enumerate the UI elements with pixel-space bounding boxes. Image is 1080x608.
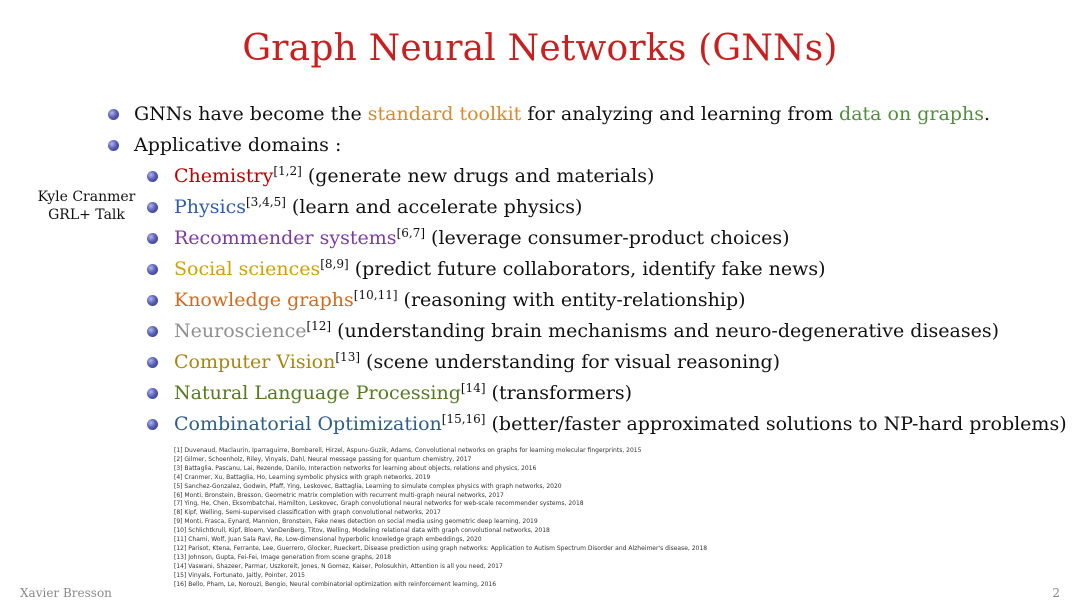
reference-item: [14] Vaswani, Shazeer, Parmar, Uszkoreit, Jones, N Gomez, Kaiser, Polosukhin, Attention is all you need, 2017 xyxy=(174,562,503,570)
domain-desc: (transformers) xyxy=(485,382,633,404)
bullet-icon xyxy=(147,264,158,275)
domain-label: Computer Vision xyxy=(174,351,336,373)
domain-desc: (predict future collaborators, identify fake news) xyxy=(348,258,826,280)
domain-refs: [10,11] xyxy=(353,288,398,302)
reference-item: [11] Chami, Wolf, Juan Sala Ravi, Re, Low-dimensional hyperbolic knowledge graph embeddings, 2020 xyxy=(174,536,482,544)
bullet-icon xyxy=(108,109,119,120)
reference-item: [6] Monti, Bronstein, Bresson, Geometric matrix completion with recurrent multi-graph neural networks, 2017 xyxy=(174,491,504,499)
domain-desc: (reasoning with entity-relationship) xyxy=(397,289,746,311)
bullet-text: . xyxy=(983,103,991,125)
domain-label: Natural Language Processing xyxy=(174,382,461,404)
bullet-text: GNNs have become the xyxy=(134,103,368,125)
side-note-talk: GRL+ Talk xyxy=(48,207,125,223)
domain-desc: (leverage consumer-product choices) xyxy=(425,227,790,249)
reference-item: [13] Johnson, Gupta, Fei-Fei, Image generation from scene graphs, 2018 xyxy=(174,553,392,561)
reference-item: [1] Duvenaud, Maclaurin, Iparraguirre, Bombarell, Hirzel, Aspuru-Guzik, Adams, Convolutional networks on graphs for learning molecular fingerprints, 2015 xyxy=(174,447,642,454)
domain-refs: [6,7] xyxy=(396,226,426,240)
reference-item: [9] Monti, Frasca, Eynard, Mannion, Bronstein, Fake news detection on social media using geometric deep learning, 2019 xyxy=(174,518,538,526)
highlight-data-on-graphs: data on graphs xyxy=(839,103,984,125)
domain-item-combinatorial-optimization xyxy=(174,412,1067,436)
domain-item-computer-vision xyxy=(174,350,780,374)
side-note-speaker: Kyle Cranmer xyxy=(37,189,136,205)
domain-item-knowledge-graphs xyxy=(174,288,746,312)
domain-refs: [14] xyxy=(460,381,486,395)
bullet-icon xyxy=(147,295,158,306)
domain-item-neuroscience xyxy=(174,319,999,343)
domain-desc: (scene understanding for visual reasoning) xyxy=(360,351,781,373)
domain-desc: (learn and accelerate physics) xyxy=(285,196,583,218)
reference-item: [10] Schlichtkrull, Kipf, Bloem, VanDenBerg, Titov, Welling, Modeling relational data with graph convolutional networks, 2018 xyxy=(174,527,550,535)
bullet-applicative-domains: Applicative domains : xyxy=(134,134,342,156)
reference-item: [15] Vinyals, Fortunato, Jaitly, Pointer, 2015 xyxy=(174,571,305,579)
references-list xyxy=(174,447,1034,590)
reference-item: [2] Gilmer, Schoenholz, Riley, Vinyals, Dahl, Neural message passing for quantum chemistry, 2017 xyxy=(174,455,472,463)
domain-label: Physics xyxy=(174,196,246,218)
footer-author: Xavier Bresson xyxy=(20,586,112,600)
side-note xyxy=(24,188,149,224)
bullet-icon xyxy=(147,233,158,244)
reference-item: [3] Battaglia, Pascanu, Lai, Rezende, Danilo, Interaction networks for learning about objects, relations and physics, 2016 xyxy=(174,464,537,472)
bullet-icon xyxy=(147,326,158,337)
reference-item: [5] Sanchez-Gonzalez, Godwin, Pfaff, Ying, Leskovec, Battaglia, Learning to simulate complex physics with graph networks, 2020 xyxy=(174,482,562,490)
reference-item: [16] Bello, Pham, Le, Norouzi, Bengio, Neural combinatorial optimization with reinforcement learning, 2016 xyxy=(174,580,497,588)
domain-item-nlp xyxy=(174,381,632,405)
bullet-icon xyxy=(147,202,158,213)
domain-desc: (understanding brain mechanisms and neuro-degenerative diseases) xyxy=(331,320,999,342)
domain-desc: (generate new drugs and materials) xyxy=(301,165,655,187)
domain-item-recommender-systems xyxy=(174,226,790,250)
bullet-icon xyxy=(147,419,158,430)
domain-refs: [13] xyxy=(335,350,361,364)
domain-refs: [8,9] xyxy=(320,257,349,271)
page-number: 2 xyxy=(1052,586,1060,600)
domain-refs: [1,2] xyxy=(273,164,302,178)
reference-item: [7] Ying, He, Chen, Eksombatchai, Hamilton, Leskovec, Graph convolutional neural networks for web-scale recommender systems, 2018 xyxy=(174,500,584,508)
bullet-icon xyxy=(147,357,158,368)
bullet-icon xyxy=(147,388,158,399)
domain-refs: [12] xyxy=(306,319,332,333)
bullet-icon xyxy=(147,171,158,182)
domain-item-chemistry xyxy=(174,164,654,188)
bullet-gnn-toolkit xyxy=(134,102,990,126)
domain-label: Social sciences xyxy=(174,258,321,280)
bullet-text: for analyzing and learning from xyxy=(521,103,840,125)
domain-item-physics xyxy=(174,195,582,219)
domain-label: Combinatorial Optimization xyxy=(174,413,442,435)
reference-item: [8] Kipf, Welling, Semi-supervised classification with graph convolutional networks, 2017 xyxy=(174,509,441,517)
domain-label: Neuroscience xyxy=(174,320,307,342)
highlight-standard-toolkit: standard toolkit xyxy=(367,103,522,125)
bullet-icon xyxy=(108,140,119,151)
domain-refs: [15,16] xyxy=(441,412,486,426)
domain-refs: [3,4,5] xyxy=(245,195,286,209)
domain-label: Chemistry xyxy=(174,165,274,187)
domain-item-social-sciences xyxy=(174,257,826,281)
reference-item: [4] Cranmer, Xu, Battaglia, Ho, Learning symbolic physics with graph networks, 2019 xyxy=(174,473,431,481)
domain-label: Knowledge graphs xyxy=(174,289,354,311)
reference-item: [12] Parisot, Ktena, Ferrante, Lee, Guerrero, Glocker, Rueckert, Disease prediction using graph networks: Application to Autism Spectrum Disorder and Alzheimer's disease, 2018 xyxy=(174,544,708,552)
slide-title: Graph Neural Networks (GNNs) xyxy=(242,28,838,69)
domain-desc: (better/faster approximated solutions to NP-hard problems) xyxy=(485,413,1067,435)
domain-label: Recommender systems xyxy=(174,227,397,249)
